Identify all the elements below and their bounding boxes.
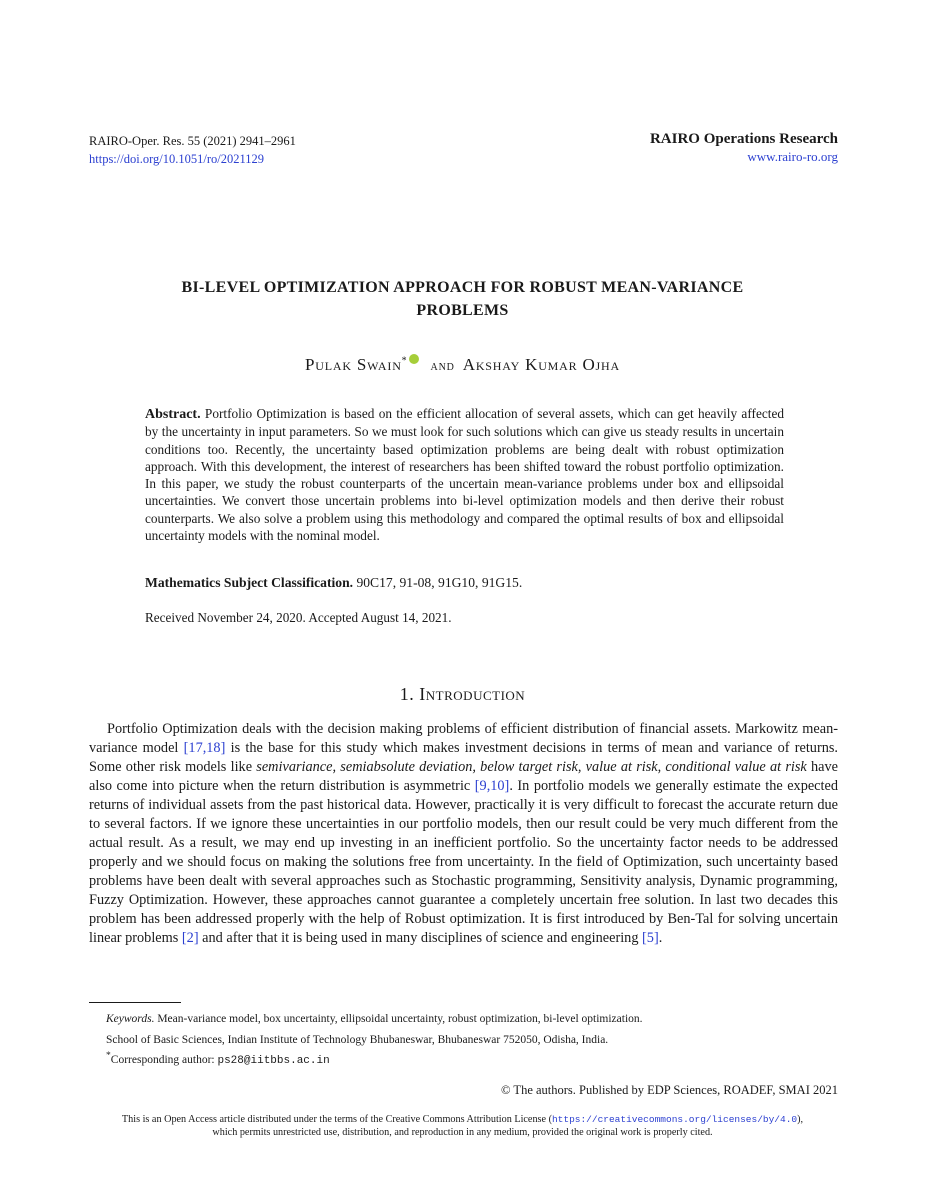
journal-website-link[interactable]: www.rairo-ro.org bbox=[747, 149, 838, 164]
intro-text: and after that it is being used in many disciplines of science and engineering bbox=[198, 930, 643, 946]
footnotes bbox=[106, 1012, 643, 1069]
keywords bbox=[106, 1012, 643, 1027]
author-1: Pulak Swain bbox=[305, 355, 402, 374]
affiliation: School of Basic Sciences, Indian Institute of Technology Bhubaneswar, Bhubaneswar 752050, Odisha, India. bbox=[106, 1034, 609, 1046]
keywords-label: Keywords. bbox=[106, 1013, 155, 1025]
paper-title bbox=[89, 276, 836, 322]
citation: RAIRO-Oper. Res. 55 (2021) 2941–2961 bbox=[89, 134, 296, 148]
intro-text: Portfolio Optimization deals with the decision making problems of efficient distribution of financial assets. Markowitz mean-variance model bbox=[89, 721, 838, 756]
intro-text: is the base for this study which makes investment decisions in terms of mean and variance of returns. Some other risk models like bbox=[89, 740, 839, 775]
abstract-label: Abstract. bbox=[145, 407, 201, 422]
license-text: This is an Open Access article distributed under the terms of the Creative Commons Attribution License ( bbox=[121, 1114, 552, 1125]
keywords-text: Mean-variance model, box uncertainty, ellipsoidal uncertainty, robust optimization, bi-level optimization. bbox=[157, 1013, 643, 1025]
corresponding-mark: * bbox=[401, 355, 408, 367]
author-2: Akshay Kumar Ojha bbox=[462, 355, 620, 374]
citation-link[interactable]: [5] bbox=[642, 930, 659, 946]
corresponding-label: Corresponding author: bbox=[110, 1053, 218, 1066]
running-header-right bbox=[650, 130, 838, 166]
orcid-icon[interactable] bbox=[409, 354, 419, 364]
license-line-2: which permits unrestricted use, distribution, and reproduction in any medium, provided the original work is properly cited. bbox=[212, 1127, 713, 1138]
running-header-left bbox=[89, 132, 296, 168]
msc-classification bbox=[145, 575, 784, 591]
author-conjunction: and bbox=[430, 359, 455, 374]
license-text: ), bbox=[797, 1114, 804, 1125]
citation-link[interactable]: [17,18] bbox=[183, 740, 226, 756]
license-line-1 bbox=[60, 1113, 865, 1126]
section-heading bbox=[89, 684, 836, 705]
msc-codes: 90C17, 91-08, 91G10, 91G15. bbox=[356, 575, 523, 590]
corresponding-author bbox=[106, 1048, 643, 1069]
abstract-text: Portfolio Optimization is based on the efficient allocation of several assets, which can get heavily affected by the uncertainty in input parameters. So we must look for such solutions which can give us steady results in uncertain conditions too. Recently, the uncertainty based optimization problems are being dealt with robust optimization approach. With this development, the interest of researchers has been shifted toward the robust portfolio optimization. In this paper, we study the robust counterparts of the uncertain mean-variance problems under box and ellipsoidal uncertainties. We convert those uncertain problems into bi-level optimization models and then derive their robust counterparts. We also solve a problem using this methodology and compared the optimal results of box and ellipsoidal uncertainty models with the nominal model. bbox=[145, 406, 784, 544]
license-notice bbox=[60, 1113, 865, 1139]
msc-label: Mathematics Subject Classification. bbox=[145, 575, 354, 590]
doi-link[interactable]: https://doi.org/10.1051/ro/2021129 bbox=[89, 152, 265, 166]
email-address[interactable]: ps28@iitbbs.ac.in bbox=[217, 1054, 330, 1067]
title-line-2: PROBLEMS bbox=[416, 302, 509, 319]
title-line-1: BI-LEVEL OPTIMIZATION APPROACH FOR ROBUST MEAN-VARIANCE bbox=[181, 279, 744, 296]
abstract bbox=[145, 405, 784, 544]
section-title: Introduction bbox=[419, 684, 526, 704]
copyright-notice: © The authors. Published by EDP Sciences, ROADEF, SMAI 2021 bbox=[501, 1083, 838, 1097]
footnote-rule bbox=[89, 1002, 181, 1003]
journal-name: RAIRO Operations Research bbox=[649, 131, 838, 147]
corresponding-mark: * bbox=[106, 1050, 111, 1061]
intro-text: . In portfolio models we generally estimate the expected returns of individual assets from the past historical data. However, practically it is very difficult to forecast the accurate return due to several factors. If we ignore these uncertainties in our portfolio models, then our result could be very much different from the actual result. As a result, we may end up investing in an inefficient portfolio. So the uncertainty factor needs to be addressed properly and we should focus on making the solutions free from uncertainty. In the field of Optimization, such uncertainty based problems have been dealt with several approaches such as Stochastic programming, Sensitivity analysis, Dynamic programming, Fuzzy Optimization. However, these approaches cannot guarantee a completely uncertain free solution. In last two decades this problem has been addressed properly with the help of Robust optimization. It is first introduced by Ben-Tal for solving uncertain linear problems bbox=[89, 778, 838, 946]
section-number: 1. bbox=[399, 684, 415, 704]
intro-text: . bbox=[658, 930, 663, 946]
received-dates: Received November 24, 2020. Accepted August 14, 2021. bbox=[145, 610, 452, 625]
intro-italic-text: semivariance, semiabsolute deviation, below target risk, value at risk, conditional value at risk bbox=[256, 759, 807, 775]
intro-paragraph bbox=[89, 720, 838, 948]
author-list bbox=[89, 354, 836, 375]
intro-text: have also come into picture when the return distribution is asymmetric bbox=[89, 759, 838, 794]
citation-link[interactable]: [2] bbox=[181, 930, 199, 946]
citation-link[interactable]: [9,10] bbox=[474, 778, 510, 794]
license-link[interactable]: https://creativecommons.org/licenses/by/4.0 bbox=[551, 1114, 798, 1125]
